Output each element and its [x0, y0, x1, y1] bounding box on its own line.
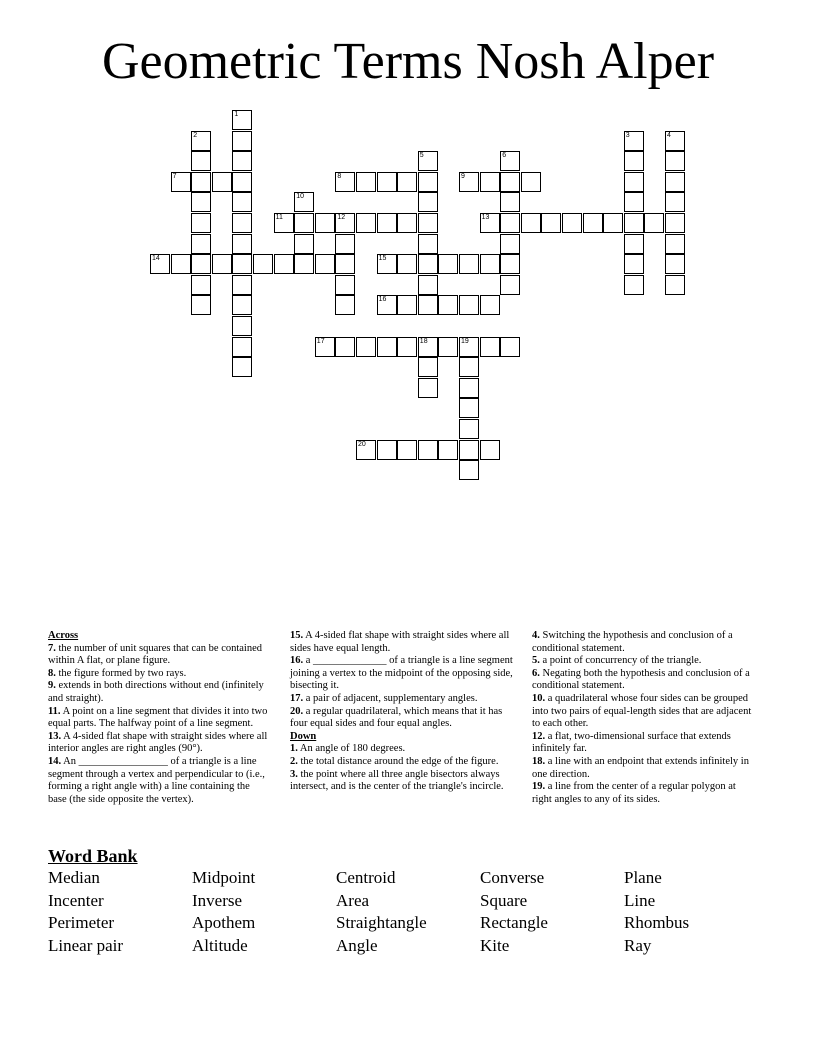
crossword-cell[interactable]	[500, 234, 520, 254]
word-bank-item: Area	[336, 890, 370, 910]
clue-number: 20.	[290, 705, 304, 717]
crossword-cell[interactable]	[232, 234, 252, 254]
word-bank-item: Altitude	[192, 935, 248, 955]
crossword-cell[interactable]	[459, 460, 479, 480]
across-clue	[48, 643, 268, 668]
crossword-cell[interactable]	[335, 172, 355, 192]
crossword-cell[interactable]	[438, 254, 458, 274]
clue-text: a regular quadrilateral, which means that it has four equal sides and four equal angles.	[290, 705, 503, 730]
crossword-cell[interactable]	[624, 192, 644, 212]
clue-number: 9	[461, 172, 465, 180]
word-bank-item: Midpoint	[192, 868, 256, 887]
crossword-cell[interactable]	[335, 275, 355, 295]
down-clue	[290, 756, 522, 769]
crossword-cell[interactable]	[480, 295, 500, 315]
crossword-cell[interactable]	[665, 151, 685, 171]
clue-number: 6	[502, 152, 507, 160]
word-bank-item: Line	[624, 890, 656, 910]
clue-number: 19.	[532, 781, 546, 793]
crossword-cell[interactable]	[212, 172, 232, 192]
down-clue	[532, 756, 754, 781]
clue-text: A 4-sided flat shape with straight sides where all sides have equal length.	[290, 630, 510, 654]
crossword-cell[interactable]	[459, 357, 479, 377]
crossword-cell[interactable]	[438, 440, 458, 460]
crossword-cell[interactable]	[150, 254, 170, 274]
crossword-cell[interactable]	[294, 254, 314, 274]
across-clue	[290, 630, 522, 655]
clue-number: 13.	[48, 730, 62, 742]
crossword-cell[interactable]	[665, 254, 685, 274]
crossword-cell[interactable]	[521, 213, 541, 233]
clue-text: A 4-sided flat shape with straight sides where all interior angles are right angles (90°).	[48, 730, 268, 755]
crossword-cell[interactable]	[418, 357, 438, 377]
word-bank-item: Perimeter	[48, 913, 115, 933]
crossword-cell[interactable]	[624, 234, 644, 254]
crossword-cell[interactable]	[397, 295, 417, 315]
crossword-cell[interactable]	[459, 440, 479, 460]
crossword-cell[interactable]	[397, 440, 417, 460]
crossword-cell[interactable]	[315, 254, 335, 274]
clue-number: 3	[625, 131, 630, 139]
crossword-cell[interactable]	[418, 440, 438, 460]
word-bank-item: Median	[48, 868, 100, 887]
crossword-cell[interactable]	[377, 337, 397, 357]
crossword-cell[interactable]	[500, 192, 520, 212]
crossword-cell[interactable]	[418, 275, 438, 295]
word-bank-item: Incenter	[48, 890, 104, 910]
crossword-cell[interactable]	[356, 440, 376, 460]
clue-number: 15	[378, 255, 387, 263]
crossword-cell[interactable]	[438, 337, 458, 357]
clue-number: 4	[667, 131, 671, 139]
crossword-cell[interactable]	[418, 151, 438, 171]
crossword-cell[interactable]	[541, 213, 561, 233]
clue-number: 7	[172, 172, 177, 180]
crossword-cell[interactable]	[315, 337, 335, 357]
crossword-cell[interactable]	[500, 337, 520, 357]
down-clue	[532, 630, 754, 655]
down-header: Down	[290, 730, 317, 742]
crossword-cell[interactable]	[253, 254, 273, 274]
crossword-cell[interactable]	[418, 295, 438, 315]
crossword-cell[interactable]	[397, 172, 417, 192]
crossword-cell[interactable]	[294, 192, 314, 212]
crossword-cell[interactable]	[335, 213, 355, 233]
puzzle-title: Geometric Terms Nosh Alper	[101, 33, 715, 90]
crossword-cell[interactable]	[232, 275, 252, 295]
word-bank-item: Ray	[624, 935, 652, 955]
clue-number: 9.	[48, 680, 56, 692]
across-clue	[290, 706, 522, 731]
crossword-cell[interactable]	[232, 254, 252, 274]
crossword-cell[interactable]	[665, 172, 685, 192]
crossword-cell[interactable]	[294, 234, 314, 254]
crossword-cell[interactable]	[459, 378, 479, 398]
crossword-cell[interactable]	[232, 172, 252, 192]
clue-number: 13	[481, 214, 490, 221]
across-clue	[290, 693, 522, 706]
clue-number: 18.	[532, 755, 546, 767]
crossword-cell[interactable]	[418, 192, 438, 212]
crossword-cell[interactable]	[624, 213, 644, 233]
clue-number: 5.	[532, 655, 540, 667]
clue-text: the total distance around the edge of the figure.	[297, 755, 499, 767]
clue-number: 12.	[532, 730, 546, 742]
across-clue	[48, 668, 268, 681]
clue-text: the figure formed by two rays.	[55, 667, 187, 679]
clue-number: 18	[419, 337, 428, 345]
down-clue	[532, 655, 754, 668]
crossword-cell[interactable]	[171, 254, 191, 274]
across-clue	[48, 731, 268, 756]
crossword-cell[interactable]	[294, 213, 314, 233]
crossword-cell[interactable]	[624, 172, 644, 192]
clue-number: 4.	[532, 630, 540, 641]
down-clue	[532, 781, 754, 806]
across-clue	[48, 706, 268, 731]
word-bank-item: Angle	[336, 935, 378, 955]
crossword-cell[interactable]	[171, 172, 191, 192]
crossword-cell[interactable]	[191, 213, 211, 233]
clue-number: 11.	[48, 705, 61, 717]
word-bank-item: Square	[480, 890, 528, 910]
crossword-cell[interactable]	[335, 254, 355, 274]
crossword-cell[interactable]	[562, 213, 582, 233]
clue-number: 16.	[290, 655, 304, 667]
crossword-cell[interactable]	[500, 275, 520, 295]
crossword-cell[interactable]	[191, 254, 211, 274]
word-bank-item: Rhombus	[624, 913, 690, 933]
crossword-cell[interactable]	[665, 213, 685, 233]
crossword-cell[interactable]	[315, 213, 335, 233]
down-clue	[290, 769, 522, 794]
crossword-cell[interactable]	[232, 316, 252, 336]
crossword-cell[interactable]	[438, 295, 458, 315]
clue-text: the number of unit squares that can be contained within A flat, or plane figure.	[48, 642, 263, 667]
crossword-cell[interactable]	[521, 172, 541, 192]
clue-number: 15.	[290, 630, 304, 641]
clue-number: 10.	[532, 692, 546, 704]
clue-text: a flat, two-dimensional surface that extends infinitely far.	[532, 730, 731, 755]
clue-number: 17.	[290, 692, 304, 704]
clue-number: 1.	[290, 743, 298, 755]
crossword-cell[interactable]	[665, 234, 685, 254]
crossword-cell[interactable]	[500, 172, 520, 192]
clue-text: extends in both directions without end (infinitely and straight).	[48, 680, 264, 704]
clue-text: a line with an endpoint that extends infinitely in one direction.	[532, 755, 749, 780]
crossword-cell[interactable]	[459, 398, 479, 418]
word-bank-item: Plane	[624, 868, 662, 887]
clue-number: 17	[316, 337, 325, 345]
clue-number: 14	[152, 255, 160, 263]
crossword-cell[interactable]	[212, 254, 232, 274]
crossword-cell[interactable]	[335, 295, 355, 315]
crossword-cell[interactable]	[274, 254, 294, 274]
clue-text: a pair of adjacent, supplementary angles.	[303, 692, 478, 704]
clue-number: 1	[234, 111, 239, 118]
clue-number: 11	[275, 214, 283, 221]
crossword-cell[interactable]	[459, 419, 479, 439]
across-clue	[48, 756, 268, 806]
clue-number: 19	[461, 337, 469, 345]
crossword-cell[interactable]	[377, 440, 397, 460]
crossword-cell[interactable]	[232, 110, 252, 130]
clue-number: 20	[358, 440, 366, 448]
crossword-cell[interactable]	[335, 337, 355, 357]
word-bank-item: Centroid	[336, 868, 396, 887]
crossword-cell[interactable]	[500, 213, 520, 233]
crossword-cell[interactable]	[665, 192, 685, 212]
clue-text: An angle of 180 degrees.	[297, 743, 406, 755]
clues-column-1	[48, 630, 268, 806]
across-clue	[48, 680, 268, 705]
clue-text: a point of concurrency of the triangle.	[539, 655, 702, 667]
crossword-cell[interactable]	[583, 213, 603, 233]
crossword-cell[interactable]	[624, 254, 644, 274]
clue-text: Switching the hypothesis and conclusion of a conditional statement.	[532, 630, 733, 654]
clue-number: 14.	[48, 755, 62, 767]
down-clue	[532, 731, 754, 756]
crossword-cell[interactable]	[500, 151, 520, 171]
crossword-cell[interactable]	[232, 357, 252, 377]
crossword-cell[interactable]	[624, 275, 644, 295]
crossword-cell[interactable]	[232, 131, 252, 151]
clues-column-3	[532, 630, 754, 806]
crossword-cell[interactable]	[459, 254, 479, 274]
clue-number: 16	[378, 296, 387, 304]
crossword-cell[interactable]	[232, 295, 252, 315]
crossword-cell[interactable]	[459, 295, 479, 315]
crossword-cell[interactable]	[377, 295, 397, 315]
crossword-cell[interactable]	[624, 131, 644, 151]
word-bank-item: Apothem	[192, 913, 256, 933]
crossword-cell[interactable]	[397, 254, 417, 274]
word-bank-item: Straightangle	[336, 913, 427, 933]
clue-text: a ______________ of a triangle is a line segment joining a vertex to the midpoint of the opposing side, bisecting it.	[290, 655, 513, 692]
crossword-cell[interactable]	[624, 151, 644, 171]
clue-number: 2	[193, 131, 198, 139]
crossword-cell[interactable]	[191, 172, 211, 192]
clue-number: 7.	[48, 642, 56, 654]
crossword-cell[interactable]	[418, 337, 438, 357]
crossword-cell[interactable]	[377, 254, 397, 274]
crossword-cell[interactable]	[480, 337, 500, 357]
crossword-cell[interactable]	[480, 254, 500, 274]
word-bank-item: Linear pair	[48, 935, 124, 955]
crossword-cell[interactable]	[191, 151, 211, 171]
crossword-cell[interactable]	[191, 275, 211, 295]
crossword-cell[interactable]	[356, 337, 376, 357]
down-clue	[290, 743, 522, 756]
crossword-cell[interactable]	[191, 234, 211, 254]
down-clue	[532, 693, 754, 731]
crossword-cell[interactable]	[603, 213, 623, 233]
crossword-cell[interactable]	[459, 337, 479, 357]
crossword-cell[interactable]	[232, 213, 252, 233]
clue-text: An _________________ of a triangle is a line segment through a vertex and perpendicular to (i.e., forming a right angle with) a line containing the base (the side opposite the vertex).	[48, 755, 265, 805]
crossword-cell[interactable]	[232, 192, 252, 212]
word-bank-title: Word Bank	[48, 846, 138, 866]
crossword-cell[interactable]	[418, 213, 438, 233]
crossword-cell[interactable]	[232, 151, 252, 171]
crossword-cell[interactable]	[665, 275, 685, 295]
word-bank-item: Rectangle	[480, 913, 548, 933]
clue-number: 8	[337, 172, 342, 180]
crossword-cell[interactable]	[480, 440, 500, 460]
crossword-cell[interactable]	[232, 337, 252, 357]
crossword-cell[interactable]	[377, 213, 397, 233]
crossword-cell[interactable]	[665, 131, 685, 151]
crossword-cell[interactable]	[644, 213, 664, 233]
crossword-cell[interactable]	[356, 172, 376, 192]
crossword-cell[interactable]	[418, 234, 438, 254]
clue-number: 8.	[48, 667, 56, 679]
clue-number: 10	[296, 193, 304, 201]
clue-text: A point on a line segment that divides it into two equal parts. The halfway point of a line segment.	[48, 705, 268, 730]
crossword-cell[interactable]	[418, 172, 438, 192]
clue-text: the point where all three angle bisectors always intersect, and is the center of the triangle's incircle.	[290, 768, 504, 793]
clues-column-2	[290, 630, 522, 794]
crossword-cell[interactable]	[191, 131, 211, 151]
clue-text: Negating both the hypothesis and conclusion of a conditional statement.	[532, 667, 750, 692]
clue-number: 5	[419, 152, 424, 160]
crossword-cell[interactable]	[191, 295, 211, 315]
clue-text: a quadrilateral whose four sides can be grouped into two pairs of equal-length sides that are adjacent to each other.	[532, 692, 752, 730]
word-bank-item: Converse	[480, 868, 545, 887]
crossword-cell[interactable]	[191, 192, 211, 212]
crossword-cell[interactable]	[418, 378, 438, 398]
clue-number: 2.	[290, 755, 298, 767]
crossword-cell[interactable]	[480, 213, 500, 233]
crossword-cell[interactable]	[459, 172, 479, 192]
crossword-cell[interactable]	[500, 254, 520, 274]
clue-text: a line from the center of a regular polygon at right angles to any of its sides.	[532, 781, 736, 805]
clue-number: 6.	[532, 667, 540, 679]
word-bank-item: Kite	[480, 935, 510, 955]
across-clue	[290, 655, 522, 693]
clue-number: 12	[337, 214, 346, 221]
word-bank-item: Inverse	[192, 890, 243, 910]
crossword-cell[interactable]	[480, 172, 500, 192]
crossword-cell[interactable]	[274, 213, 294, 233]
down-clue	[532, 668, 754, 693]
across-header: Across	[48, 630, 79, 641]
crossword-cell[interactable]	[356, 213, 376, 233]
crossword-cell[interactable]	[377, 172, 397, 192]
clue-number: 3.	[290, 768, 298, 780]
crossword-cell[interactable]	[418, 254, 438, 274]
crossword-cell[interactable]	[397, 337, 417, 357]
crossword-cell[interactable]	[397, 213, 417, 233]
crossword-cell[interactable]	[335, 234, 355, 254]
